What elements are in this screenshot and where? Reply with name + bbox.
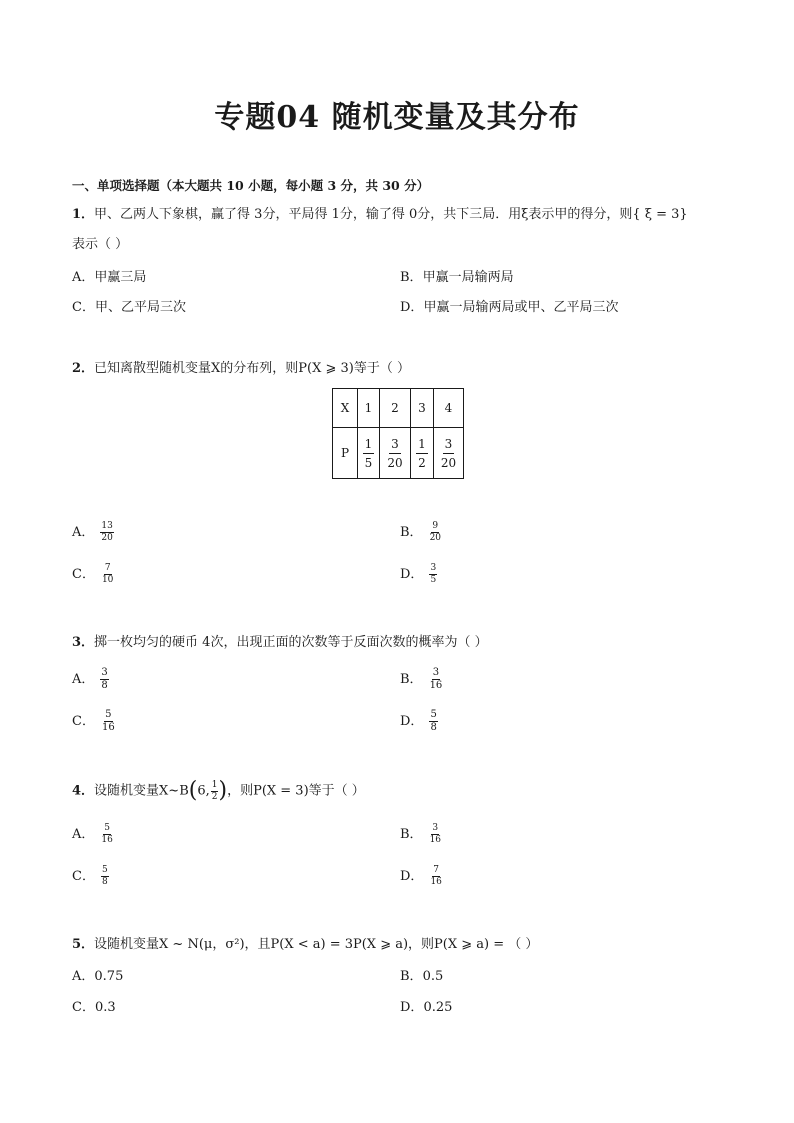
question-3-option-a[interactable]: A． $\frac{3}{8}$ bbox=[72, 667, 108, 691]
question-2-option-a[interactable]: A． $\frac{13}{20}$ bbox=[72, 521, 113, 543]
question-3-option-c[interactable]: C． $\frac{5}{16}$ bbox=[72, 709, 115, 733]
fraction: $\frac{1}{2}$ bbox=[211, 779, 218, 802]
question-1-line1 bbox=[72, 202, 688, 228]
question-5-option-c[interactable]: C．0.3 bbox=[72, 1000, 116, 1015]
table-cell: 3 bbox=[411, 389, 434, 428]
table-cell: 1 bbox=[358, 389, 380, 428]
question-1-line2: 表示（ ） bbox=[72, 237, 129, 252]
question-1-option-a[interactable]: A．甲赢三局 bbox=[72, 270, 147, 285]
fraction: $\frac{1}{5}$ bbox=[364, 436, 373, 470]
question-3-number: 3． bbox=[72, 635, 95, 650]
question-2-text: 已知离散型随机变量X的分布列，则P(X ⩾ 3)等于（ ） bbox=[94, 361, 411, 376]
question-5-option-d[interactable]: D．0.25 bbox=[400, 1000, 453, 1015]
page-title: 专题04 随机变量及其分布 bbox=[214, 100, 580, 135]
table-cell: P bbox=[333, 428, 358, 479]
question-3-text: 掷一枚均匀的硬币 4次，出现正面的次数等于反面次数的概率为（ ） bbox=[94, 635, 488, 650]
table-cell bbox=[380, 428, 411, 479]
table-cell: X bbox=[333, 389, 358, 428]
question-5 bbox=[72, 932, 538, 958]
question-2-option-c[interactable]: C． $\frac{7}{10}$ bbox=[72, 563, 114, 585]
question-1-option-c[interactable]: C．甲、乙平局三次 bbox=[72, 300, 186, 315]
question-4-option-d[interactable]: D． $\frac{7}{16}$ bbox=[400, 865, 442, 887]
question-1-number: 1． bbox=[72, 207, 95, 222]
distribution-table bbox=[332, 388, 464, 479]
table-cell: 2 bbox=[380, 389, 411, 428]
question-4-option-c[interactable]: C． $\frac{5}{8}$ bbox=[72, 865, 108, 887]
table-cell bbox=[411, 428, 434, 479]
table-cell: 4 bbox=[434, 389, 464, 428]
question-4-option-b[interactable]: B． $\frac{3}{16}$ bbox=[400, 823, 442, 845]
question-2 bbox=[72, 356, 410, 382]
fraction: $\frac{1}{2}$ bbox=[418, 436, 426, 470]
table-cell bbox=[358, 428, 380, 479]
question-4-number: 4． bbox=[72, 783, 95, 799]
question-5-option-a[interactable]: A．0.75 bbox=[72, 969, 124, 984]
question-2-option-d[interactable]: D． $\frac{3}{5}$ bbox=[400, 563, 437, 585]
question-3-option-d[interactable]: D． $\frac{5}{8}$ bbox=[400, 709, 437, 733]
question-4-option-a[interactable]: A． $\frac{5}{16}$ bbox=[72, 823, 113, 845]
question-5-text: 设随机变量X ~ N(μ，σ²)，且P(X < a) = 3P(X ⩾ a)，则P(X ⩾ a) = （ ） bbox=[94, 937, 539, 952]
question-2-option-b[interactable]: B． $\frac{9}{20}$ bbox=[400, 521, 442, 543]
question-4: 4．设随机变量X~B(6, $\frac{1}{2}$ )，则P(X = 3)等于（ ） bbox=[72, 778, 365, 803]
question-1-text: 甲、乙两人下象棋，赢了得 3分，平局得 1分，输了得 0分，共下三局．用ξ表示甲的得分，则{ ξ = 3} bbox=[94, 207, 688, 222]
table-cell bbox=[434, 428, 464, 479]
section-header: 一、单项选择题（本大题共 10 小题，每小题 3 分，共 30 分） bbox=[72, 178, 430, 193]
question-5-option-b[interactable]: B．0.5 bbox=[400, 969, 444, 984]
question-1-option-b[interactable]: B．甲赢一局输两局 bbox=[400, 270, 514, 285]
fraction: $\frac{3}{20}$ bbox=[387, 436, 403, 470]
question-5-number: 5． bbox=[72, 937, 95, 952]
question-3-option-b[interactable]: B． $\frac{3}{16}$ bbox=[400, 667, 443, 691]
question-2-number: 2． bbox=[72, 361, 95, 376]
fraction: $\frac{3}{20}$ bbox=[440, 436, 457, 470]
question-1-option-d[interactable]: D．甲赢一局输两局或甲、乙平局三次 bbox=[400, 300, 619, 315]
question-3 bbox=[72, 630, 488, 656]
